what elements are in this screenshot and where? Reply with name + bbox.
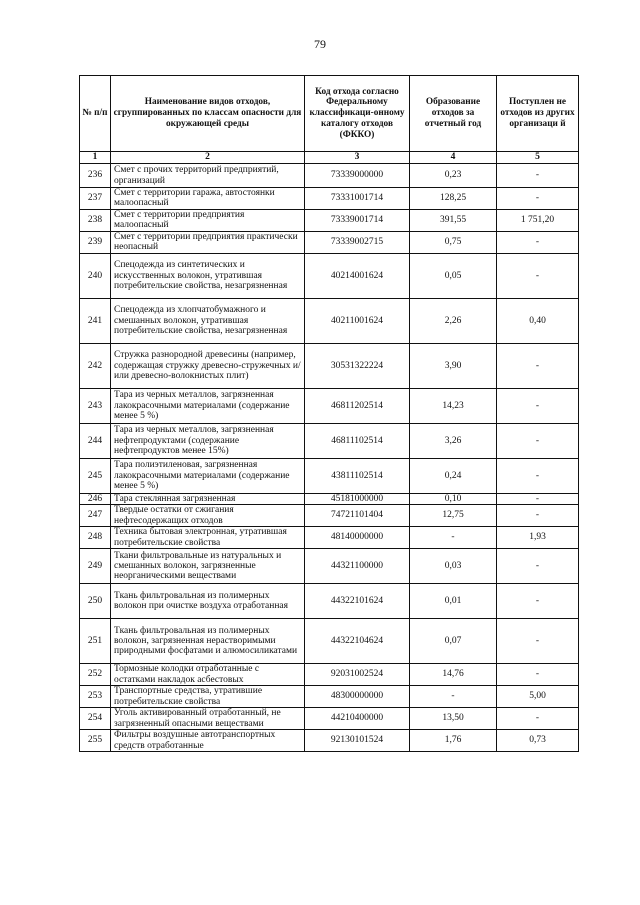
row-number: 254 (80, 708, 111, 730)
fkko-code: 44322101624 (305, 584, 410, 619)
received-amount: - (497, 549, 579, 584)
generated-amount: 0,24 (410, 458, 497, 493)
table-row (80, 686, 579, 708)
generated-amount: 0,07 (410, 619, 497, 664)
waste-table (79, 75, 579, 752)
waste-name: Смет с территории предприятия практически неопасный (111, 231, 305, 253)
received-amount: - (497, 505, 579, 527)
row-number: 243 (80, 388, 111, 423)
received-amount: 0,73 (497, 730, 579, 752)
row-number: 241 (80, 298, 111, 343)
table-row (80, 164, 579, 188)
column-number: 3 (305, 152, 410, 164)
table-row (80, 493, 579, 504)
received-amount: - (497, 388, 579, 423)
waste-name: Транспортные средства, утратившие потребительские свойства (111, 686, 305, 708)
header-generated: Образование отходов за отчетный год (410, 76, 497, 152)
row-number: 236 (80, 164, 111, 188)
received-amount: - (497, 231, 579, 253)
table-row (80, 423, 579, 458)
received-amount: - (497, 619, 579, 664)
received-amount: - (497, 423, 579, 458)
row-number: 240 (80, 253, 111, 298)
table-row (80, 343, 579, 388)
row-number: 246 (80, 493, 111, 504)
waste-name: Тара из черных металлов, загрязненная лакокрасочными материалами (содержание менее 5 %) (111, 388, 305, 423)
waste-name: Смет с территории гаража, автостоянки малоопасный (111, 188, 305, 210)
received-amount: - (497, 493, 579, 504)
fkko-code: 44321100000 (305, 549, 410, 584)
fkko-code: 74721101404 (305, 505, 410, 527)
table-row (80, 664, 579, 686)
generated-amount: 1,76 (410, 730, 497, 752)
row-number: 253 (80, 686, 111, 708)
table-row (80, 619, 579, 664)
waste-name: Уголь активированный отработанный, не загрязненный опасными веществами (111, 708, 305, 730)
row-number: 255 (80, 730, 111, 752)
generated-amount: 0,05 (410, 253, 497, 298)
fkko-code: 44322104624 (305, 619, 410, 664)
received-amount: - (497, 343, 579, 388)
generated-amount: 128,25 (410, 188, 497, 210)
table-row (80, 188, 579, 210)
received-amount: - (497, 188, 579, 210)
table-row (80, 505, 579, 527)
row-number: 250 (80, 584, 111, 619)
column-number-row (80, 152, 579, 164)
fkko-code: 43811102514 (305, 458, 410, 493)
fkko-code: 73331001714 (305, 188, 410, 210)
fkko-code: 46811202514 (305, 388, 410, 423)
generated-amount: 391,55 (410, 209, 497, 231)
fkko-code: 40211001624 (305, 298, 410, 343)
generated-amount: 3,26 (410, 423, 497, 458)
table-row (80, 253, 579, 298)
fkko-code: 48300000000 (305, 686, 410, 708)
generated-amount: 14,23 (410, 388, 497, 423)
fkko-code: 73339001714 (305, 209, 410, 231)
row-number: 247 (80, 505, 111, 527)
row-number: 237 (80, 188, 111, 210)
generated-amount: 0,10 (410, 493, 497, 504)
generated-amount: 12,75 (410, 505, 497, 527)
table-row (80, 730, 579, 752)
waste-name: Ткань фильтровальная из полимерных волокон при очистке воздуха отработанная (111, 584, 305, 619)
row-number: 248 (80, 527, 111, 549)
table-row (80, 584, 579, 619)
table-row (80, 708, 579, 730)
table-row (80, 549, 579, 584)
received-amount: - (497, 584, 579, 619)
waste-name: Спецодежда из хлопчатобумажного и смешанных волокон, утратившая потребительские свойства, незагрязненная (111, 298, 305, 343)
column-number: 5 (497, 152, 579, 164)
row-number: 239 (80, 231, 111, 253)
waste-name: Техника бытовая электронная, утратившая потребительские свойства (111, 527, 305, 549)
fkko-code: 92130101524 (305, 730, 410, 752)
generated-amount: 3,90 (410, 343, 497, 388)
fkko-code: 45181000000 (305, 493, 410, 504)
waste-name: Ткани фильтровальные из натуральных и смешанных волокон, загрязненные неорганическими веществами (111, 549, 305, 584)
waste-name: Тара полиэтиленовая, загрязненная лакокрасочными материалами (содержание менее 5 %) (111, 458, 305, 493)
received-amount: 1,93 (497, 527, 579, 549)
fkko-code: 40214001624 (305, 253, 410, 298)
table-row (80, 527, 579, 549)
generated-amount: - (410, 686, 497, 708)
fkko-code: 73339000000 (305, 164, 410, 188)
fkko-code: 30531322224 (305, 343, 410, 388)
generated-amount: 0,23 (410, 164, 497, 188)
received-amount: - (497, 164, 579, 188)
fkko-code: 92031002524 (305, 664, 410, 686)
table-row (80, 388, 579, 423)
table-row (80, 298, 579, 343)
page-number: 79 (314, 37, 326, 51)
waste-name: Спецодежда из синтетических и искусственных волокон, утратившая потребительские свойства, незагрязненная (111, 253, 305, 298)
waste-name: Смет с прочих территорий предприятий, организаций (111, 164, 305, 188)
received-amount: - (497, 253, 579, 298)
waste-name: Смет с территории предприятия малоопасный (111, 209, 305, 231)
table-row (80, 209, 579, 231)
header-fkko-code: Код отхода согласно Федеральному классификаци-онному каталогу отходов (ФККО) (305, 76, 410, 152)
column-number: 2 (111, 152, 305, 164)
generated-amount: 13,50 (410, 708, 497, 730)
table-body (80, 164, 579, 752)
column-number: 4 (410, 152, 497, 164)
received-amount: - (497, 664, 579, 686)
waste-name: Тормозные колодки отработанные с остатками накладок асбестовых (111, 664, 305, 686)
header-number: № п/п (80, 76, 111, 152)
generated-amount: - (410, 527, 497, 549)
received-amount: 0,40 (497, 298, 579, 343)
waste-name: Фильтры воздушные автотранспортных средств отработанные (111, 730, 305, 752)
waste-name: Твердые остатки от сжигания нефтесодержащих отходов (111, 505, 305, 527)
fkko-code: 73339002715 (305, 231, 410, 253)
generated-amount: 14,76 (410, 664, 497, 686)
generated-amount: 0,03 (410, 549, 497, 584)
received-amount: 1 751,20 (497, 209, 579, 231)
generated-amount: 2,26 (410, 298, 497, 343)
waste-name: Ткань фильтровальная из полимерных волокон, загрязненная нерастворимыми природными фосфатами и алюмосиликатами (111, 619, 305, 664)
row-number: 242 (80, 343, 111, 388)
row-number: 244 (80, 423, 111, 458)
fkko-code: 44210400000 (305, 708, 410, 730)
row-number: 238 (80, 209, 111, 231)
waste-name: Стружка разнородной древесины (например, содержащая стружку древесно-стружечных и/или древесно-волокнистых плит) (111, 343, 305, 388)
generated-amount: 0,01 (410, 584, 497, 619)
row-number: 245 (80, 458, 111, 493)
generated-amount: 0,75 (410, 231, 497, 253)
waste-name: Тара стеклянная загрязненная (111, 493, 305, 504)
table-header-row (80, 76, 579, 152)
row-number: 252 (80, 664, 111, 686)
header-received: Поступлен не отходов из других организаци й (497, 76, 579, 152)
fkko-code: 46811102514 (305, 423, 410, 458)
waste-name: Тара из черных металлов, загрязненная нефтепродуктами (содержание нефтепродуктов менее 15%) (111, 423, 305, 458)
received-amount: 5,00 (497, 686, 579, 708)
fkko-code: 48140000000 (305, 527, 410, 549)
table-row (80, 458, 579, 493)
received-amount: - (497, 458, 579, 493)
table-row (80, 231, 579, 253)
column-number: 1 (80, 152, 111, 164)
received-amount: - (497, 708, 579, 730)
header-waste-name: Наименование видов отходов, сгруппированных по классам опасности для окружающей среды (111, 76, 305, 152)
row-number: 249 (80, 549, 111, 584)
row-number: 251 (80, 619, 111, 664)
